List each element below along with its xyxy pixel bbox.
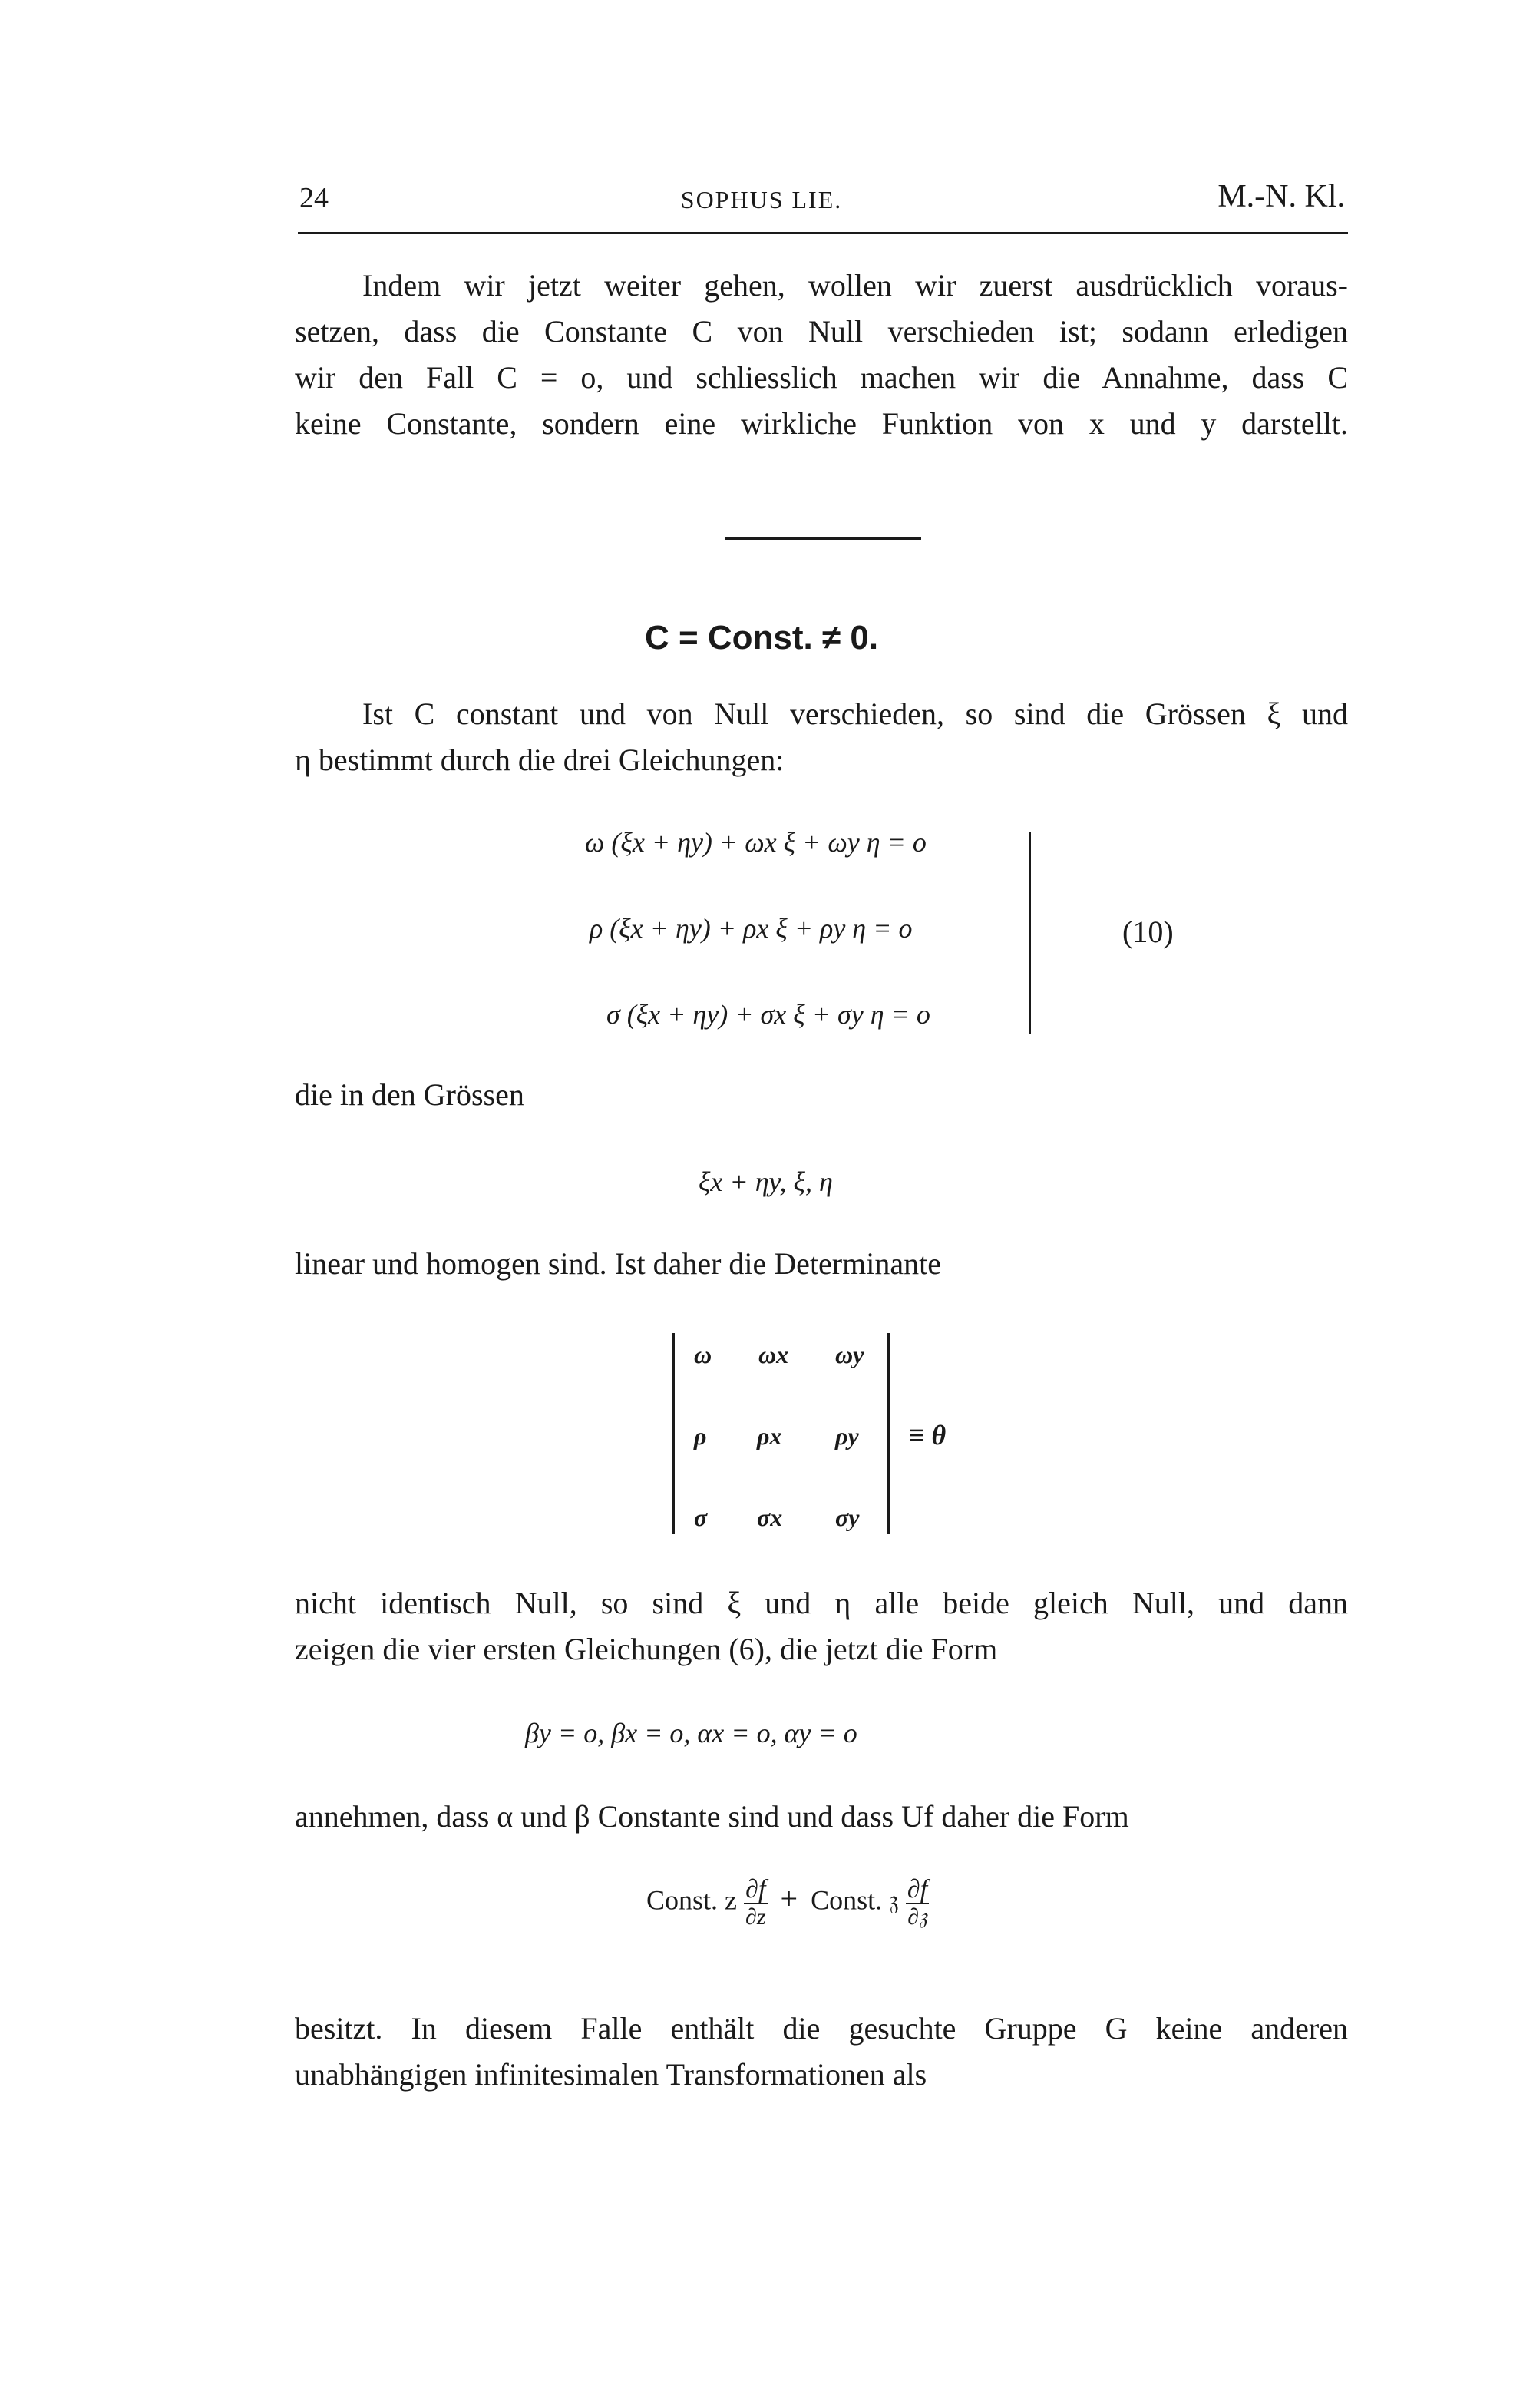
equation-number: (10) bbox=[1122, 915, 1174, 949]
text-line: linear und homogen sind. Ist daher die Determinante bbox=[295, 1246, 941, 1281]
text-line: Ist C constant und von Null verschieden, so sind die Grössen ξ und bbox=[362, 696, 1348, 731]
determinant-right-bar bbox=[887, 1333, 890, 1534]
const-prefix-1: Const. z bbox=[646, 1884, 738, 1916]
text-line: η bestimmt durch die drei Gleichungen: bbox=[295, 743, 785, 777]
determinant-rhs: ≡ θ bbox=[909, 1420, 947, 1450]
fraction-numerator: ∂f bbox=[745, 1875, 766, 1904]
fraction-2 bbox=[906, 1877, 929, 1929]
paragraph-null bbox=[295, 1580, 1348, 1672]
right-brace bbox=[1021, 832, 1031, 1034]
section-separator bbox=[725, 538, 921, 540]
section-heading: C = Const. ≠ 0. bbox=[644, 619, 879, 657]
equation-sigma: σ (ξx + ηy) + σx ξ + σy η = o bbox=[606, 999, 930, 1030]
const-expression bbox=[646, 1877, 929, 1929]
const-prefix-2: Const. 𝔷 bbox=[811, 1884, 899, 1916]
det-cell: ρx bbox=[757, 1422, 782, 1450]
paragraph-intro bbox=[295, 263, 1348, 447]
text-line: Indem wir jetzt weiter gehen, wollen wir zuerst ausdrücklich voraus- bbox=[362, 268, 1348, 303]
det-cell: ωy bbox=[835, 1341, 864, 1368]
det-cell: σx bbox=[757, 1503, 783, 1531]
text-line: zeigen die vier ersten Gleichungen (6), die jetzt die Form bbox=[295, 1632, 998, 1666]
text-line: wir den Fall C = o, und schliesslich machen wir die Annahme, dass C bbox=[295, 360, 1348, 395]
equation-omega: ω (ξx + ηy) + ωx ξ + ωy η = o bbox=[585, 827, 927, 858]
plus-sign: + bbox=[780, 1881, 798, 1917]
running-title: SOPHUS LIE. bbox=[680, 186, 843, 213]
text-line: besitzt. In diesem Falle enthält die gesuchte Gruppe G keine anderen bbox=[295, 2011, 1348, 2046]
fraction-denominator: ∂z bbox=[745, 1904, 766, 1930]
equation-beta-alpha: βy = o, βx = o, αx = o, αy = o bbox=[525, 1718, 857, 1748]
paragraph-system bbox=[295, 691, 1348, 783]
text-line: setzen, dass die Constante C von Null verschieden ist; sodann erledigen bbox=[295, 314, 1348, 349]
det-cell: ρy bbox=[835, 1422, 859, 1450]
det-cell: σy bbox=[835, 1503, 860, 1531]
fraction-denominator: ∂𝔷 bbox=[906, 1903, 929, 1929]
variables-line: ξx + ηy, ξ, η bbox=[699, 1166, 833, 1197]
section-label: M.-N. Kl. bbox=[1217, 179, 1345, 214]
det-cell: ωx bbox=[758, 1341, 789, 1368]
page-number: 24 bbox=[299, 182, 329, 214]
equation-rho: ρ (ξx + ηy) + ρx ξ + ρy η = o bbox=[590, 913, 913, 944]
det-cell: ρ bbox=[694, 1422, 707, 1450]
paragraph-conclusion bbox=[295, 2006, 1348, 2098]
determinant-left-bar bbox=[672, 1333, 675, 1534]
det-cell: σ bbox=[694, 1503, 708, 1531]
text-line: keine Constante, sondern eine wirkliche Funktion von x und y darstellt. bbox=[295, 406, 1348, 441]
text-line: annehmen, dass α und β Constante sind und dass Uf daher die Form bbox=[295, 1799, 1129, 1834]
text-line: die in den Grössen bbox=[295, 1077, 524, 1112]
text-line: unabhängigen infinitesimalen Transformationen als bbox=[295, 2057, 927, 2092]
text-line: nicht identisch Null, so sind ξ und η alle beide gleich Null, und dann bbox=[295, 1586, 1348, 1620]
fraction-1 bbox=[744, 1877, 768, 1929]
det-cell: ω bbox=[694, 1341, 712, 1368]
header-rule bbox=[298, 232, 1348, 234]
fraction-numerator: ∂f bbox=[907, 1875, 928, 1904]
